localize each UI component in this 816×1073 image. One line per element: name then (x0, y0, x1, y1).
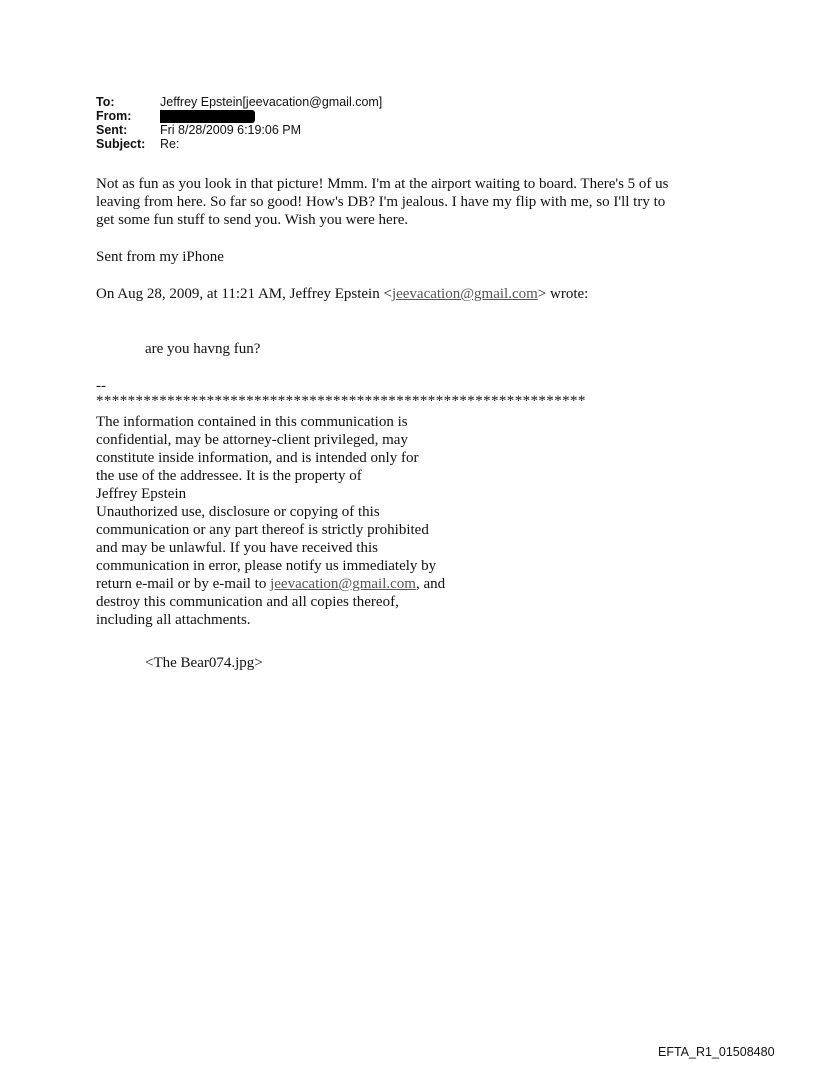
quote-prefix: On Aug 28, 2009, at 11:21 AM, Jeffrey Epstein < (96, 286, 392, 302)
subject-value: Re: (160, 137, 180, 151)
to-label: To: (96, 95, 115, 109)
from-row (96, 109, 382, 123)
subject-row (96, 137, 382, 151)
quote-suffix: > wrote: (537, 286, 589, 302)
quoted-message: are you havng fun? (145, 341, 261, 357)
disclaimer-line: constitute inside information, and is intended only for (96, 450, 419, 466)
disclaimer-email-link[interactable]: jeevacation@gmail.com (270, 576, 416, 592)
disclaimer-line: the use of the addressee. It is the property of (96, 468, 362, 484)
attachment-reference: <The Bear074.jpg> (145, 655, 263, 671)
quote-email-link[interactable]: jeevacation@gmail.com (391, 286, 538, 302)
from-label: From: (96, 109, 132, 123)
sent-label: Sent: (96, 123, 128, 137)
disclaimer-line: Unauthorized use, disclosure or copying of this (96, 504, 380, 520)
subject-label: Subject: (96, 137, 146, 151)
signature: Sent from my iPhone (96, 249, 224, 265)
sent-value: Fri 8/28/2009 6:19:06 PM (160, 123, 302, 137)
redaction-box (160, 110, 255, 123)
message-body (96, 175, 736, 229)
quote-header (96, 285, 736, 303)
to-row (96, 95, 382, 109)
disclaimer-line (96, 575, 496, 593)
body-line-2: leaving from here. So far so good! How's DB? I'm jealous. I have my flip with me, so I'll try to (96, 194, 666, 210)
document-id: EFTA_R1_01508480 (658, 1045, 775, 1059)
body-line-1: Not as fun as you look in that picture! Mmm. I'm at the airport waiting to board. There's 5 of us (96, 176, 669, 192)
confidentiality-disclaimer (96, 413, 496, 629)
to-value: Jeffrey Epstein[jeevacation@gmail.com] (160, 95, 383, 109)
disclaimer-line: and may be unlawful. If you have received this (96, 540, 378, 556)
disclaimer-line: communication in error, please notify us immediately by (96, 558, 437, 574)
disclaimer-line: communication or any part thereof is strictly prohibited (96, 522, 429, 538)
signature-dashes: -- (96, 378, 106, 394)
disclaimer-line: The information contained in this communication is (96, 414, 408, 430)
disclaimer-email-prefix: return e-mail or by e-mail to (96, 576, 271, 592)
disclaimer-line: destroy this communication and all copies thereof, (96, 594, 399, 610)
signature-stars: ************************************************************** (96, 393, 586, 409)
disclaimer-email-suffix: , and (415, 576, 446, 592)
email-header (96, 95, 382, 151)
sent-row (96, 123, 382, 137)
disclaimer-line: confidential, may be attorney-client privileged, may (96, 432, 408, 448)
disclaimer-line: including all attachments. (96, 612, 251, 628)
disclaimer-line: Jeffrey Epstein (96, 486, 187, 502)
body-line-3: get some fun stuff to send you. Wish you were here. (96, 212, 409, 228)
